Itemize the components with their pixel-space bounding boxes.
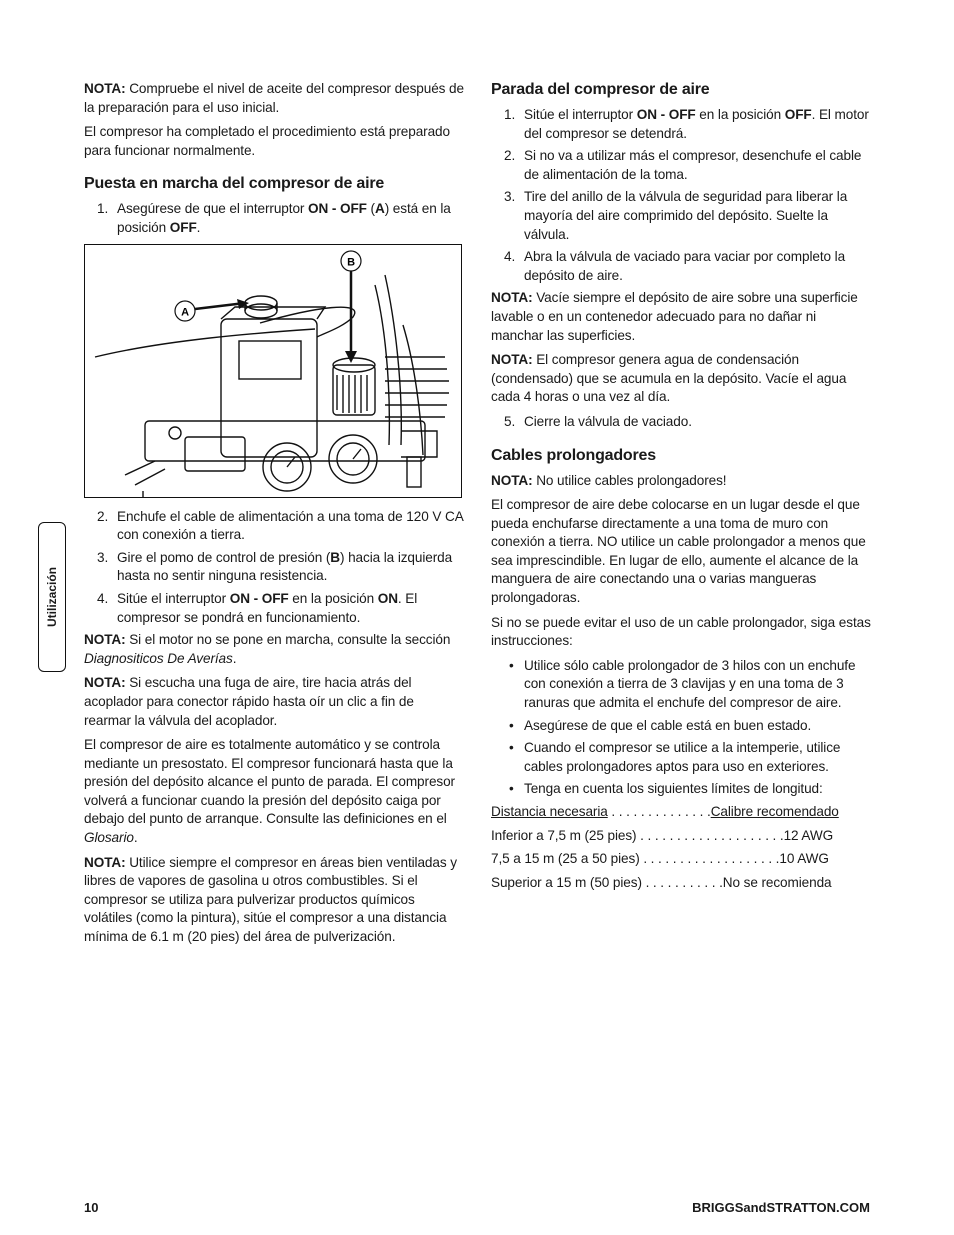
- stop-step-5: 5. Cierre la válvula de vaciado.: [504, 413, 692, 429]
- note-no-extension: NOTA: No utilice cables prolongadores!: [491, 472, 727, 488]
- compressor-illustration: [85, 245, 461, 497]
- bullet-good-condition: • Asegúrese de que el cable está en buen estado.: [509, 717, 812, 733]
- step-2: 2. Enchufe el cable de alimentación a una toma de 120 V CA con conexión a tierra.: [97, 508, 463, 543]
- stop-step-3: 3. Tire del anillo de la válvula de seguridad para liberar la mayoría del aire comprimido del depósito. Suelte la válvula.: [504, 189, 848, 242]
- stop-step-4: 4. Abra la válvula de vaciado para vaciar por completo la depósito de aire.: [504, 249, 846, 283]
- callout-a: A: [181, 306, 189, 319]
- callout-b: B: [347, 256, 355, 269]
- paragraph-instructions: Si no se puede evitar el uso de un cable prolongador, siga estas instrucciones:: [491, 614, 871, 649]
- step-1: 1. Asegúrese de que el interruptor ON - OFF (A) está en la posición OFF.: [97, 201, 451, 235]
- section-tab-label: Utilización: [45, 566, 59, 628]
- right-column: [491, 80, 871, 897]
- stop-step-1: 1. Sitúe el interruptor ON - OFF en la posición OFF. El motor del compresor se detendrá.: [504, 107, 869, 141]
- bullet-outdoor: • Cuando el compresor se utilice a la intemperie, utilice cables prolongadores aptos para uso en exteriores.: [509, 740, 841, 774]
- heading-extension-cords: Cables prolongadores: [491, 446, 656, 464]
- note-ventilation: NOTA: Utilice siempre el compresor en áreas bien ventiladas y libres de vapores de gasolina u otros combustibles. Si el compresor se utiliza para pulverizar productos químicos volátiles (como la pintura), sitúe el compresor a una distancia mínima de 6.1 m (20 pies) del área de pulverización.: [84, 854, 457, 945]
- note-air-leak: NOTA: Si escucha una fuga de aire, tire hacia atrás del acoplador para conector rápido hasta oír un clic a fin de rearmar la válvula del acoplador.: [84, 675, 414, 728]
- paragraph-placement: El compresor de aire debe colocarse en un lugar desde el que pueda enchufarse directamente a una toma de muro con conexión a tierra. NO utilice un cable prolongador a menos que sea imprescindible. En lugar de ello, aumente el alcance de la manguera de aire conectando una o varias mangueras prolongadoras.: [491, 497, 866, 606]
- section-tab: [38, 522, 66, 672]
- page-number: 10: [84, 1200, 99, 1215]
- length-table: [491, 803, 871, 892]
- paragraph-ready: El compresor ha completado el procedimiento está preparado para funcionar normalmente.: [84, 124, 450, 158]
- heading-start-compressor: Puesta en marcha del compresor de aire: [84, 175, 385, 193]
- compressor-figure: [84, 244, 462, 498]
- note-motor: NOTA: Si el motor no se pone en marcha, consulte la sección Diagnositicos De Averías.: [84, 632, 451, 666]
- paragraph-automatic: El compresor de aire es totalmente automático y se controla mediante un presostato. El compresor funcionará hasta que la presión del depósito alcance el punto de parada. El compresor volverá a funcionar cuando la presión del depósito caiga por debajo del punto de arranque. Consulte las definiciones en el Glosario.: [84, 737, 455, 846]
- bullet-length-limits: • Tenga en cuenta los siguientes límites de longitud:: [509, 781, 823, 797]
- bullet-3-wire: • Utilice sólo cable prolongador de 3 hilos con un enchufe con conexión a tierra de 3 clavijas y en una toma de 3 ranuras que admita el enchufe del compresor de aire.: [509, 657, 856, 711]
- heading-stop-compressor: Parada del compresor de aire: [491, 81, 710, 98]
- note-oil: NOTA: Compruebe el nivel de aceite del compresor después de la preparación para el uso inicial.: [84, 81, 464, 115]
- note-condensate: NOTA: El compresor genera agua de condensación (condensado) que se acumula en la depósito. Vacíe el agua cada 4 horas o una vez al día.: [491, 352, 847, 405]
- stop-step-2: 2. Si no va a utilizar más el compresor, desenchufe el cable de alimentación de la toma.: [504, 148, 862, 182]
- table-header: Distancia necesaria . . . . . . . . . . . . . .Calibre recomendado: [491, 804, 839, 819]
- footer-site: BRIGGSandSTRATTON.COM: [692, 1200, 870, 1215]
- table-row: Inferior a 7,5 m (25 pies) . . . . . . . . . . . . . . . . . . . .12 AWG: [491, 827, 834, 843]
- step-4: 4. Sitúe el interruptor ON - OFF en la posición ON. El compresor se pondrá en funcionamiento.: [97, 590, 418, 625]
- step-3: 3. Gire el pomo de control de presión (B) hacia la izquierda hasta no sentir ninguna resistencia.: [97, 549, 453, 584]
- left-column: [84, 80, 464, 953]
- table-row: 7,5 a 15 m (25 a 50 pies) . . . . . . . . . . . . . . . . . . .10 AWG: [491, 851, 829, 867]
- note-drain-surface: NOTA: Vacíe siempre el depósito de aire sobre una superficie lavable o en un contenedor adecuado para no dañar ni manchar las superficies.: [491, 290, 858, 343]
- table-row: Superior a 15 m (50 pies) . . . . . . . . . . .No se recomienda: [491, 874, 832, 890]
